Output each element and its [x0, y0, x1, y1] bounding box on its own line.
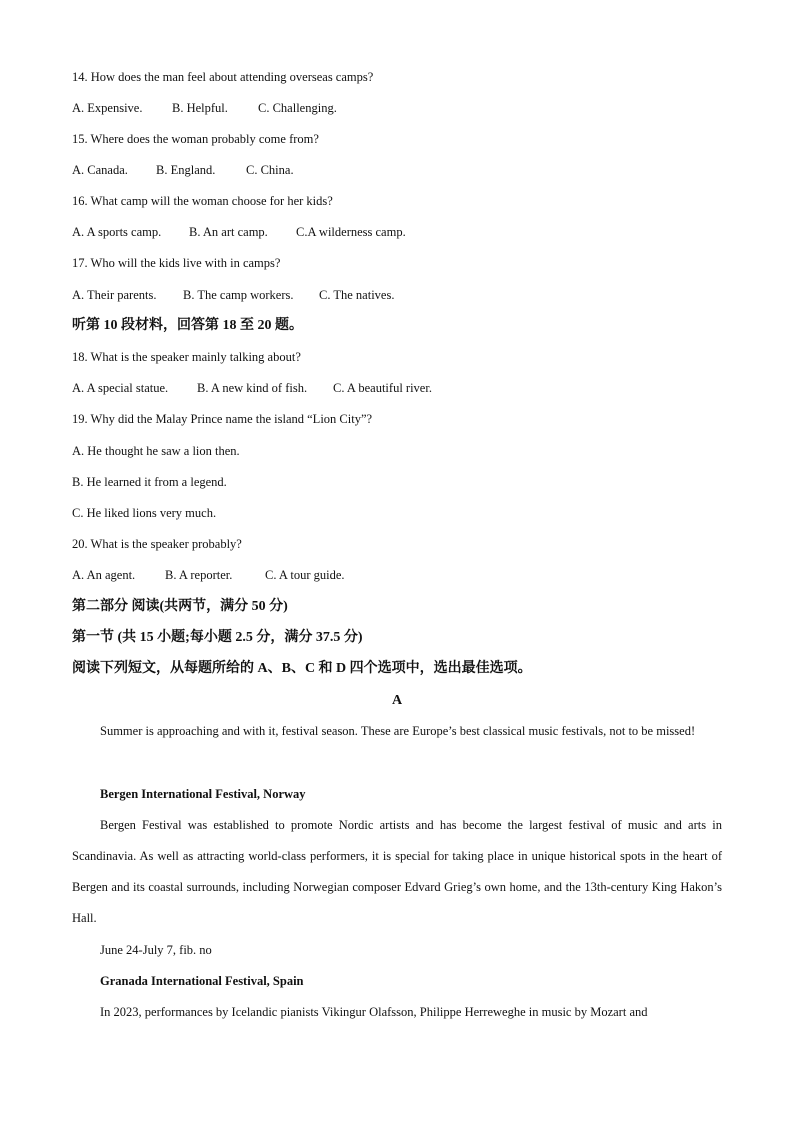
option-19-a: A. He thought he saw a lion then. — [72, 444, 240, 458]
option-c: C. A beautiful river. — [333, 381, 432, 395]
option-b: B. The camp workers. — [183, 288, 294, 302]
section-10-heading: 听第 10 段材料，回答第 18 至 20 题。 — [72, 318, 303, 333]
option-a: A. A sports camp. — [72, 225, 162, 239]
option-c: C. The natives. — [319, 288, 395, 302]
option-a: A. Expensive. — [72, 101, 143, 115]
question-18: 18. What is the speaker mainly talking about? — [72, 350, 301, 364]
option-19-c: C. He liked lions very much. — [72, 506, 217, 520]
question-20: 20. What is the speaker probably? — [72, 537, 242, 551]
options-14 — [72, 99, 337, 117]
festival-text-bergen: Bergen Festival was established to promote Nordic artists and has become the largest festival of music and arts in Scandinavia. As well as attracting world-class performers, it is special for taking place in unique historical spots in the heart of Bergen and its coastal surrounds, including Norwegian composer Edvard Grieg’s own home, and the 13th-century King Hakon’s Hall. — [72, 818, 722, 925]
option-b: B. Helpful. — [172, 101, 228, 115]
options-15 — [72, 161, 294, 179]
option-b: B. An art camp. — [189, 225, 268, 239]
section-one-heading: 第一节 (共 15 小题;每小题 2.5 分，满分 37.5 分) — [72, 630, 363, 645]
festival-title-granada: Granada International Festival, Spain — [100, 974, 304, 988]
option-a: A. Their parents. — [72, 288, 157, 302]
option-c: C.A wilderness camp. — [296, 225, 406, 239]
option-c: C. China. — [246, 163, 294, 177]
festival-title-bergen: Bergen International Festival, Norway — [100, 787, 306, 801]
option-a: A. A special statue. — [72, 381, 169, 395]
part-two-heading: 第二部分 阅读(共两节，满分 50 分) — [72, 599, 288, 614]
option-19-b: B. He learned it from a legend. — [72, 475, 227, 489]
option-b: B. A new kind of fish. — [197, 381, 308, 395]
question-19: 19. Why did the Malay Prince name the island “Lion City”? — [72, 412, 373, 426]
option-b: B. England. — [156, 163, 216, 177]
question-14: 14. How does the man feel about attending overseas camps? — [72, 70, 374, 84]
question-15: 15. Where does the woman probably come from? — [72, 132, 319, 146]
option-c: C. Challenging. — [258, 101, 337, 115]
festival-text-granada: In 2023, performances by Icelandic pianists Vikingur Olafsson, Philippe Herreweghe in music by Mozart and — [100, 1005, 648, 1019]
option-a: A. Canada. — [72, 163, 128, 177]
passage-label: A — [391, 693, 403, 708]
reading-instruction: 阅读下列短文，从每题所给的 A、B、C 和 D 四个选项中，选出最佳选项。 — [72, 661, 532, 676]
question-16: 16. What camp will the woman choose for her kids? — [72, 194, 333, 208]
option-a: A. An agent. — [72, 568, 136, 582]
options-17 — [72, 286, 394, 304]
passage-intro: Summer is approaching and with it, festival season. These are Europe’s best classical music festivals, not to be missed! — [100, 724, 696, 738]
options-16 — [72, 223, 406, 241]
options-20 — [72, 566, 345, 584]
option-c: C. A tour guide. — [265, 568, 345, 582]
festival-dates-bergen: June 24-July 7, fib. no — [100, 943, 212, 957]
option-b: B. A reporter. — [165, 568, 233, 582]
options-18 — [72, 379, 432, 397]
question-17: 17. Who will the kids live with in camps? — [72, 256, 281, 270]
